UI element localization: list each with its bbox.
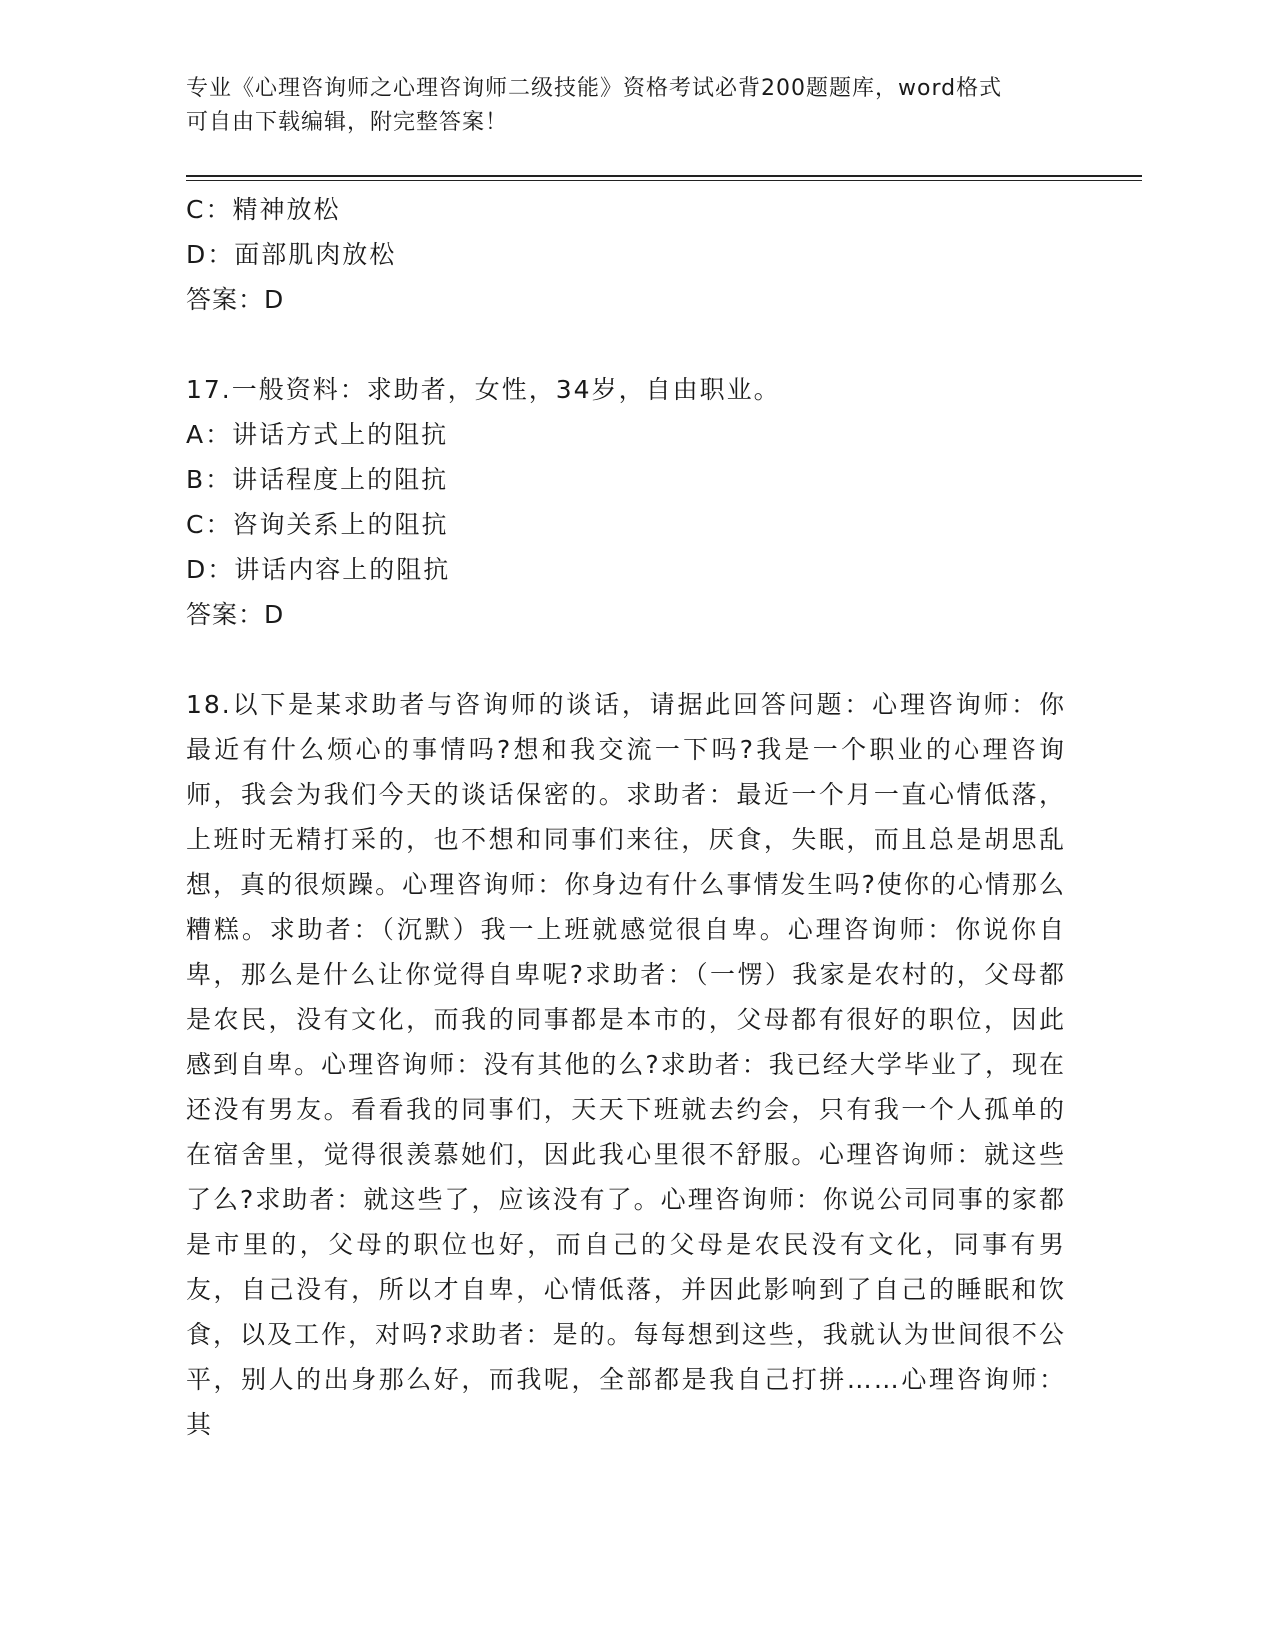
q18-question-text: 18.以下是某求助者与咨询师的谈话，请据此回答问题：心理咨询师：你最近有什么烦心的事情吗?想和我交流一下吗?我是一个职业的心理咨询师，我会为我们今天的谈话保密的。求助者：最近一个月一直心情低落，上班时无精打采的，也不想和同事们来往，厌食，失眠，而且总是胡思乱想，真的很烦躁。心理咨询师：你身边有什么事情发生吗?使你的心情那么糟糕。求助者：（沉默）我一上班就感觉很自卑。心理咨询师：你说你自卑，那么是什么让你觉得自卑呢?求助者：（一愣）我家是农村的，父母都是农民，没有文化，而我的同事都是本市的，父母都有很好的职位，因此感到自卑。心理咨询师：没有其他的么?求助者：我已经大学毕业了，现在还没有男友。看看我的同事们，天天下班就去约会，只有我一个人孤单的在宿舍里，觉得很羡慕她们，因此我心里很不舒服。心理咨询师：就这些了么?求助者：就这些了，应该没有了。心理咨询师：你说公司同事的家都是市里的，父母的职位也好，而自己的父母是农民没有文化，同事有男友，自己没有，所以才自卑，心情低落，并因此影响到了自己的睡眠和饮食，以及工作，对吗?求助者：是的。每每想到这些，我就认为世间很不公平，别人的出身那么好，而我呢，全部都是我自己打拼……心理咨询师：其 xyxy=(186,690,1066,1439)
header-rule-thin xyxy=(186,180,1142,181)
q16-option-c: C：精神放松 xyxy=(186,195,341,224)
q17-answer: 答案：D xyxy=(186,600,285,629)
spacer xyxy=(186,637,1066,682)
q17-option-b: B：讲话程度上的阻抗 xyxy=(186,465,449,494)
q17-option-a: A：讲话方式上的阻抗 xyxy=(186,420,449,449)
header-line-2: 可自由下载编辑，附完整答案！ xyxy=(186,110,509,135)
q17-question: 17.一般资料：求助者，女性，34岁，自由职业。 xyxy=(186,375,781,404)
q16-option-d: D：面部肌肉放松 xyxy=(186,240,397,269)
document-body xyxy=(186,187,1066,1447)
q17-option-c: C：咨询关系上的阻抗 xyxy=(186,510,449,539)
q17-option-d: D：讲话内容上的阻抗 xyxy=(186,555,451,584)
document-header xyxy=(186,72,1066,140)
header-rule-thick xyxy=(186,175,1142,177)
q16-answer: 答案：D xyxy=(186,285,285,314)
header-line-1: 专业《心理咨询师之心理咨询师二级技能》资格考试必背200题题库，word格式 xyxy=(186,76,1003,101)
spacer xyxy=(186,322,1066,367)
